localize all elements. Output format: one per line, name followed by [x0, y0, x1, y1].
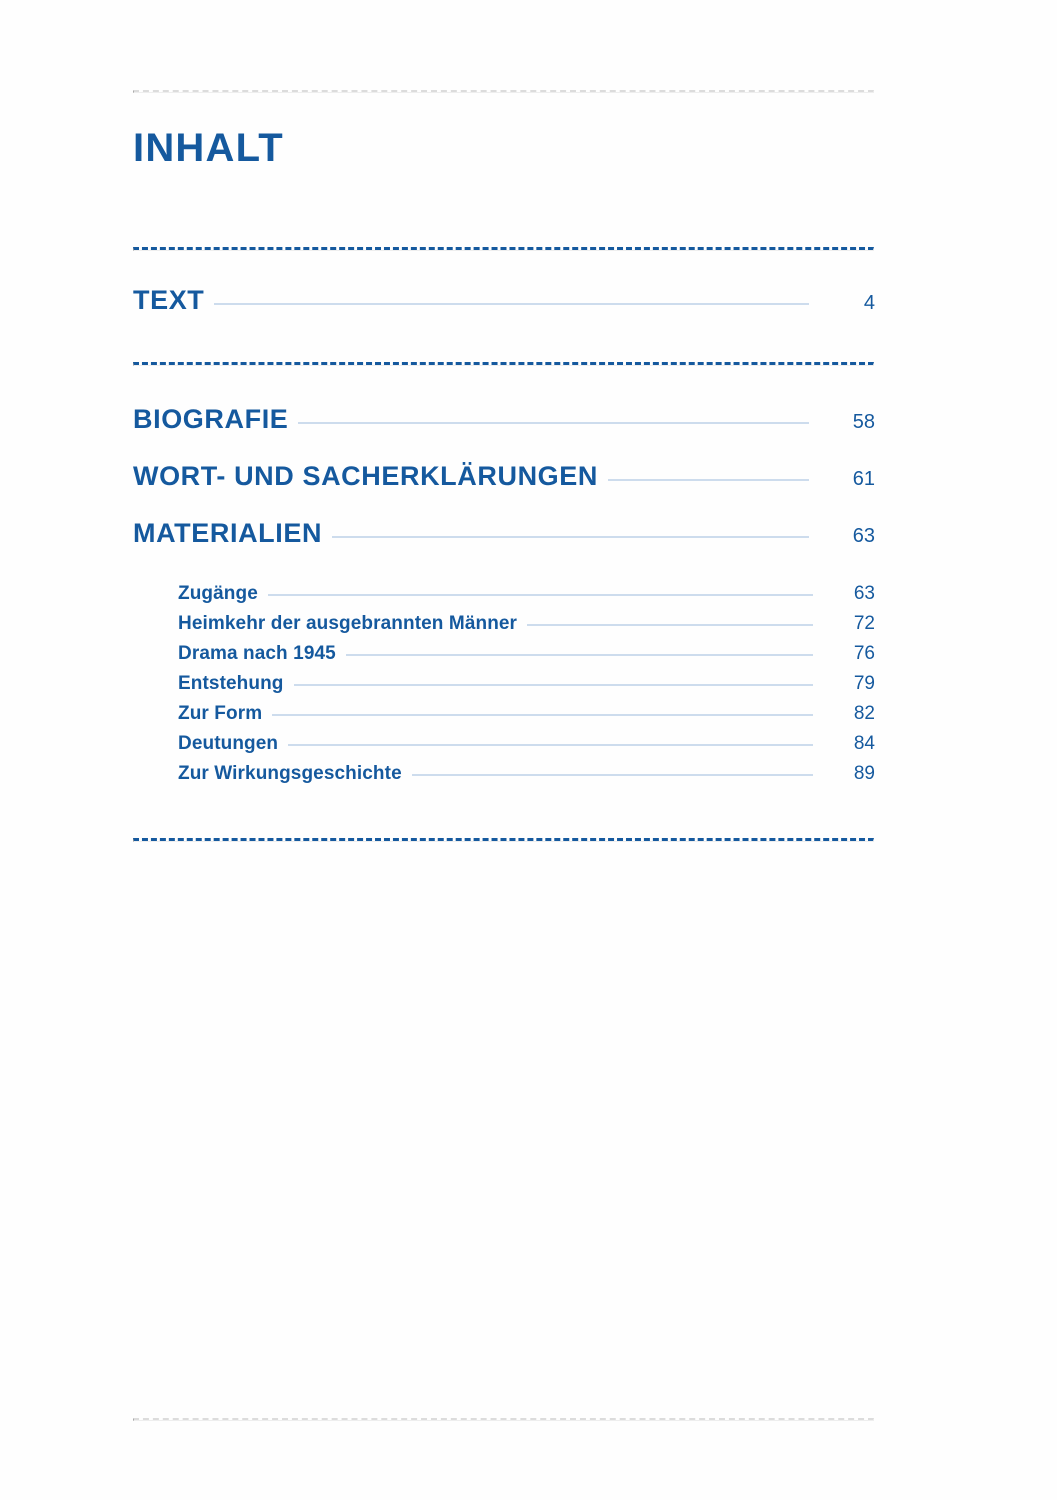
toc-subentry-page: 76 — [853, 643, 875, 664]
toc-entry-page: 4 — [863, 292, 875, 314]
toc-subentry-label: Zur Form — [178, 703, 263, 724]
toc-leader-line — [412, 774, 813, 776]
toc-subentry-label: Zugänge — [178, 583, 258, 604]
toc-leader-line — [214, 303, 809, 305]
toc-leader-line — [608, 479, 809, 481]
divider-top — [133, 90, 874, 93]
toc-subentry-page: 82 — [853, 703, 875, 724]
divider-bottom — [133, 838, 874, 842]
toc-entry-text[interactable] — [133, 285, 875, 316]
divider-under-text — [133, 362, 874, 366]
divider-under-title — [133, 247, 874, 251]
toc-entry-label: TEXT — [133, 285, 205, 315]
toc-subentry-label: Zur Wirkungsgeschichte — [178, 763, 402, 784]
toc-subentry-deutungen[interactable] — [178, 733, 875, 755]
toc-leader-line — [332, 536, 809, 538]
toc-subentry-drama-nach-1945[interactable] — [178, 643, 875, 665]
toc-leader-line — [527, 624, 813, 626]
toc-leader-line — [268, 594, 813, 596]
toc-subentry-zur-wirkungsgeschichte[interactable] — [178, 763, 875, 785]
toc-subentry-page: 63 — [853, 583, 875, 604]
toc-leader-line — [298, 422, 809, 424]
toc-entry-label: WORT- UND SACHERKLÄRUNGEN — [133, 461, 598, 491]
toc-entry-page: 61 — [852, 468, 875, 490]
toc-leader-line — [288, 744, 813, 746]
toc-entry-wort-und-sacherklaerungen[interactable] — [133, 461, 875, 492]
toc-subentry-page: 72 — [853, 613, 875, 634]
page-title: INHALT — [133, 126, 284, 170]
toc-subentry-page: 84 — [853, 733, 875, 754]
divider-footer — [133, 1418, 874, 1421]
toc-subentry-label: Deutungen — [178, 733, 279, 754]
toc-entry-page: 63 — [852, 525, 875, 547]
toc-leader-line — [346, 654, 813, 656]
toc-entry-label: MATERIALIEN — [133, 518, 323, 548]
toc-subentry-zugaenge[interactable] — [178, 583, 875, 605]
toc-subentry-zur-form[interactable] — [178, 703, 875, 725]
toc-subentry-heimkehr[interactable] — [178, 613, 875, 635]
toc-entry-page: 58 — [852, 411, 875, 433]
toc-subentry-label: Drama nach 1945 — [178, 643, 336, 664]
toc-subentry-page: 89 — [853, 763, 875, 784]
toc-leader-line — [294, 684, 814, 686]
toc-entry-biografie[interactable] — [133, 404, 875, 435]
toc-subentry-label: Entstehung — [178, 673, 284, 694]
toc-entry-label: BIOGRAFIE — [133, 404, 289, 434]
toc-subentry-entstehung[interactable] — [178, 673, 875, 695]
toc-leader-line — [272, 714, 813, 716]
toc-entry-materialien[interactable] — [133, 518, 875, 549]
toc-subentry-page: 79 — [853, 673, 875, 694]
toc-subentry-label: Heimkehr der ausgebrannten Männer — [178, 613, 518, 634]
